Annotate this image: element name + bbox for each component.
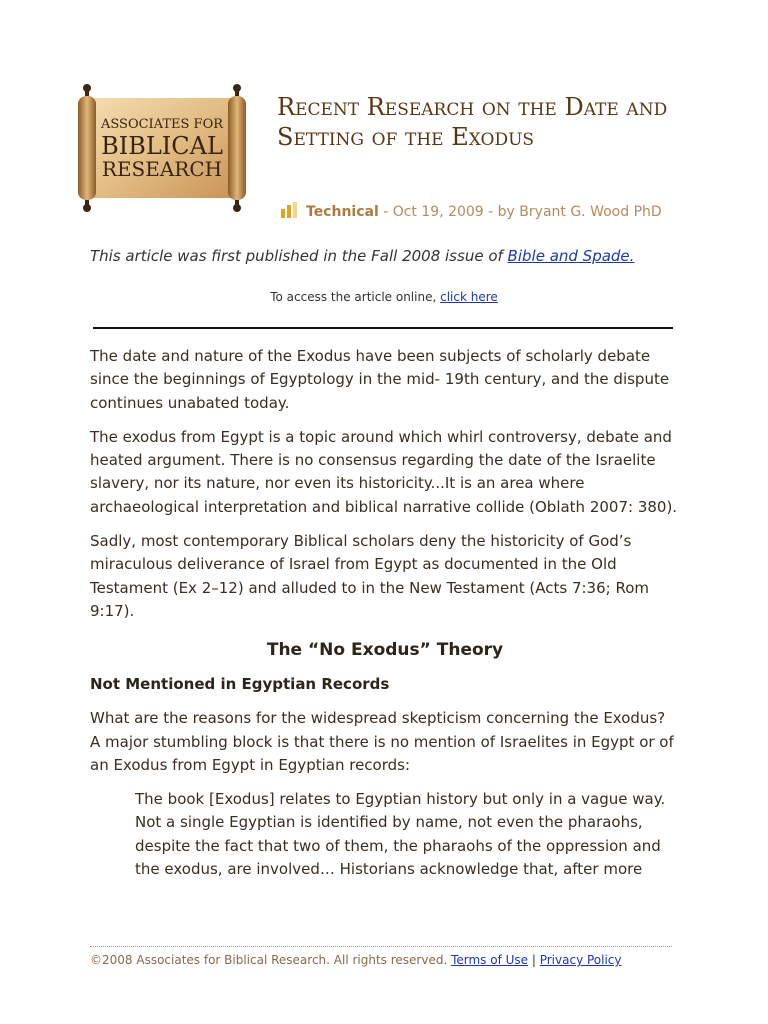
logo-line-2: BIBLICAL [101,132,223,160]
divider [93,327,673,329]
paragraph-2: The exodus from Egypt is a topic around which whirl controversy, debate and heated argument. There is no consensus regarding the date of the Israelite slavery, nor its nature, nor even its historicity...It is an area where archaeological interpretation and biblical narrative collide (Oblath 2007: 380). [90,427,678,516]
footer [90,951,690,969]
bar-chart-icon [281,202,298,218]
publication-note [90,244,690,268]
logo-line-1: ASSOCIATES FOR [100,117,224,132]
block-quote: The book [Exodus] relates to Egyptian history but only in a vague way. Not a single Egyptian is identified by name, not even the pharaohs, despite the fact that two of them, the pharaohs of the oppression and the exodus, are involved… Historians acknowledge that, after more [135,790,666,879]
category-label[interactable]: Technical [306,204,379,220]
bible-and-spade-link[interactable]: Bible and Spade. [507,247,635,265]
article-meta [281,200,721,224]
paragraph-3: Sadly, most contemporary Biblical scholars deny the historicity of God’s miraculous deliverance of Israel from Egypt as documented in the Old Testament (Ex 2–12) and alluded to in the New Testament (Acts 7:36; Rom 9:17). [90,532,649,620]
section-heading: The “No Exodus” Theory [266,640,504,661]
article-title: Recent Research on the Date and Setting of the Exodus [277,93,668,151]
terms-of-use-link[interactable]: Terms of Use [451,953,529,967]
subsection-heading: Not Mentioned in Egyptian Records [90,675,390,694]
copyright-text: ©2008 Associates for Biblical Research. All rights reserved. [90,953,452,967]
privacy-policy-link[interactable]: Privacy Policy [539,953,622,967]
footer-divider [90,946,672,947]
paragraph-1: The date and nature of the Exodus have been subjects of scholarly debate since the beginnings of Egyptology in the mid- 19th century, and the dispute continues unabated today. [90,347,670,412]
logo-line-3: RESEARCH [101,157,223,181]
access-note-text: To access the article online, [270,290,441,304]
meta-date-author: - Oct 19, 2009 - by Bryant G. Wood PhD [378,204,662,220]
article-body [90,345,680,881]
footer-separator: | [528,953,540,967]
access-note [90,288,678,306]
click-here-link[interactable]: click here [440,290,498,304]
paragraph-4: What are the reasons for the widespread skepticism concerning the Exodus? A major stumbling block is that there is no mention of Israelites in Egypt or of an Exodus from Egypt in Egyptian records: [90,709,674,774]
publication-note-text: This article was first published in the Fall 2008 issue of [90,247,508,265]
abr-logo [70,84,254,212]
